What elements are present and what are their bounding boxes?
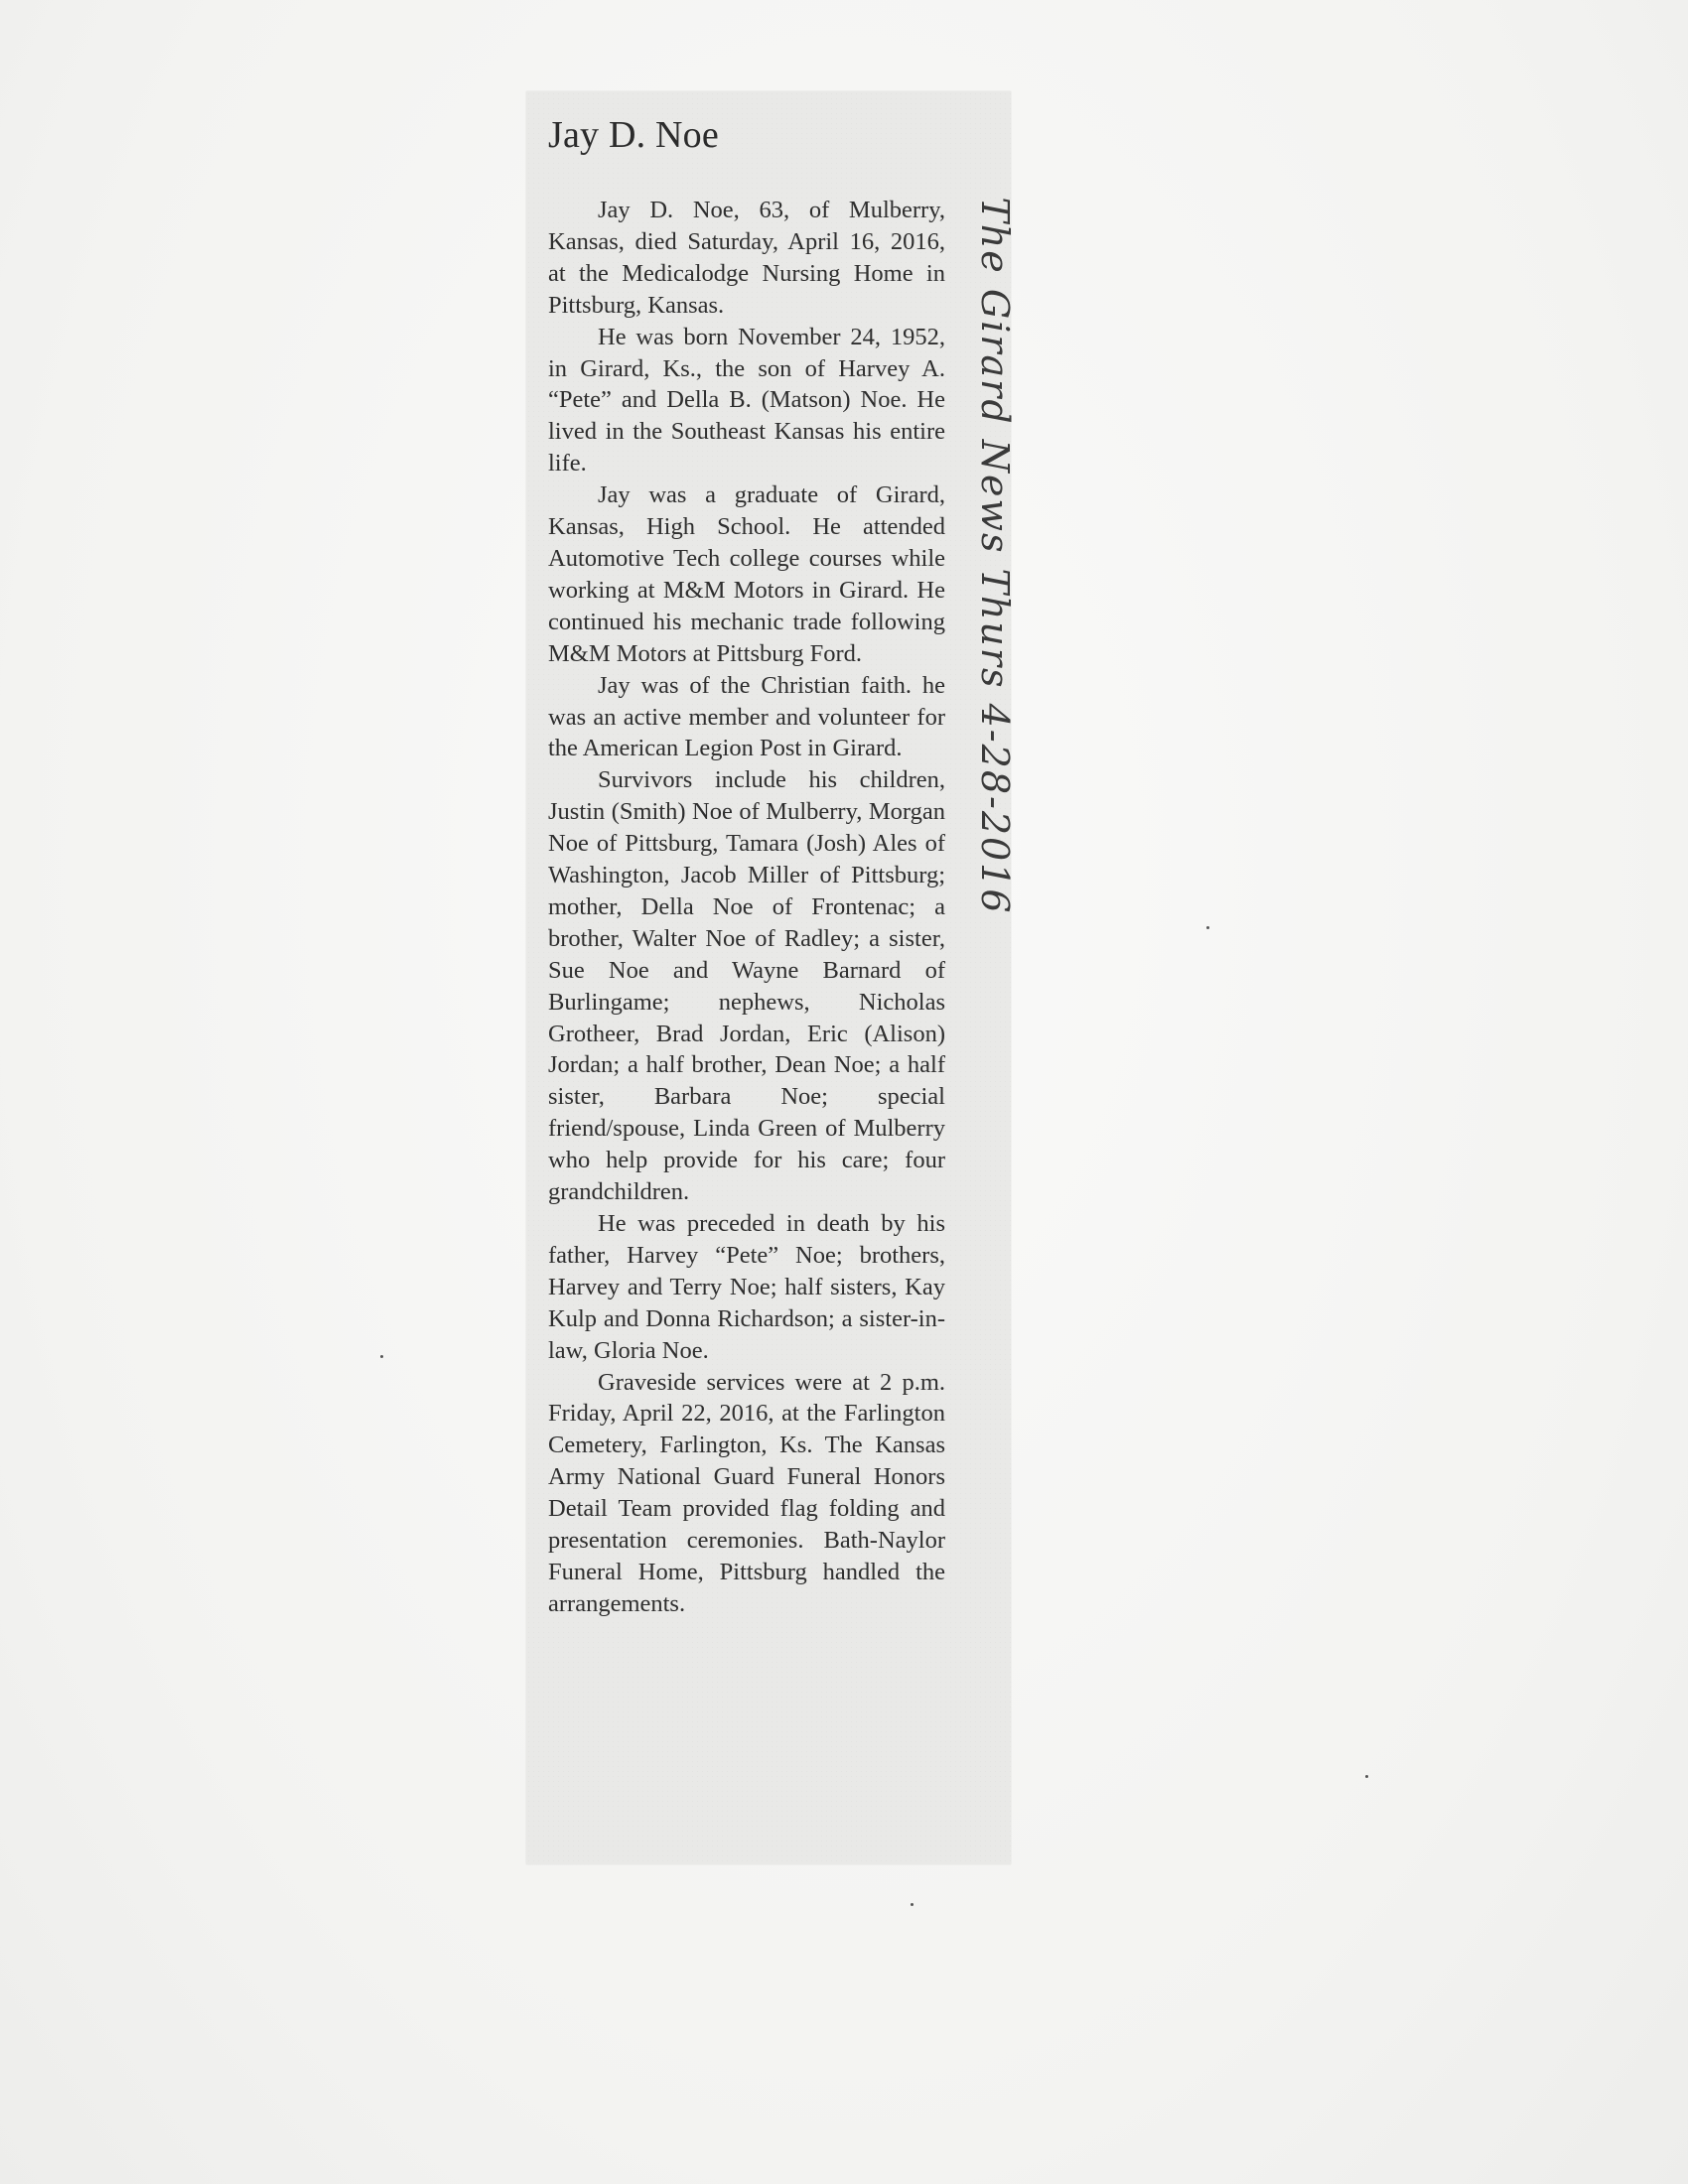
scan-speck (1365, 1775, 1368, 1778)
obituary-paragraph-faith: Jay was of the Christian faith. he was an active member and volunteer for the American Legion Post in Girard. (548, 671, 945, 762)
obituary-clipping (526, 91, 1011, 1864)
obituary-paragraph-birth: He was born November 24, 1952, in Girard, Ks., the son of Harvey A. “Pete” and Della B. (Matson) Noe. He lived in the Southeast Kansas his entire life. (548, 323, 945, 478)
handwritten-source-note: The Girard News Thurs 4-28-2016 (973, 197, 1017, 915)
obituary-body (548, 195, 945, 1620)
obituary-paragraph-survivors: Survivors include his children, Justin (Smith) Noe of Mulberry, Morgan Noe of Pittsburg, Tamara (Josh) Ales of Washington, Jacob Miller of Pittsburg; mother, Della Noe of Frontenac; a brother, Walter Noe of Radley; a sister, Sue Noe and Wayne Barnard of Burlingame; nephews, Nicholas Grotheer, Brad Jordan, Eric (Alison) Jordan; a half brother, Dean Noe; a half sister, Barbara Noe; special friend/spouse, Linda Green of Mulberry who help provide for his care; four grandchildren. (548, 766, 945, 1206)
obituary-paragraph-preceded: He was preceded in death by his father, Harvey “Pete” Noe; brothers, Harvey and Terry Noe; half sisters, Kay Kulp and Donna Richardson; a sister-in-law, Gloria Noe. (548, 1210, 945, 1364)
obituary-paragraph-services: Graveside services were at 2 p.m. Friday, April 22, 2016, at the Farlington Cemetery, Farlington, Ks. The Kansas Army National Guard Funeral Honors Detail Team provided flag folding and presentation ceremonies. Bath-Naylor Funeral Home, Pittsburg handled the arrangements. (548, 1368, 945, 1617)
scan-speck (911, 1903, 914, 1906)
scan-speck (380, 1355, 383, 1358)
obituary-paragraph-death-notice: Jay D. Noe, 63, of Mulberry, Kansas, died Saturday, April 16, 2016, at the Medicalodge Nursing Home in Pittsburg, Kansas. (548, 197, 945, 319)
scan-speck (1206, 926, 1209, 929)
obituary-paragraph-education: Jay was a graduate of Girard, Kansas, High School. He attended Automotive Tech college courses while working at M&M Motors in Girard. He continued his mechanic trade following M&M Motors at Pittsburg Ford. (548, 481, 945, 667)
obituary-headline: Jay D. Noe (548, 114, 719, 156)
